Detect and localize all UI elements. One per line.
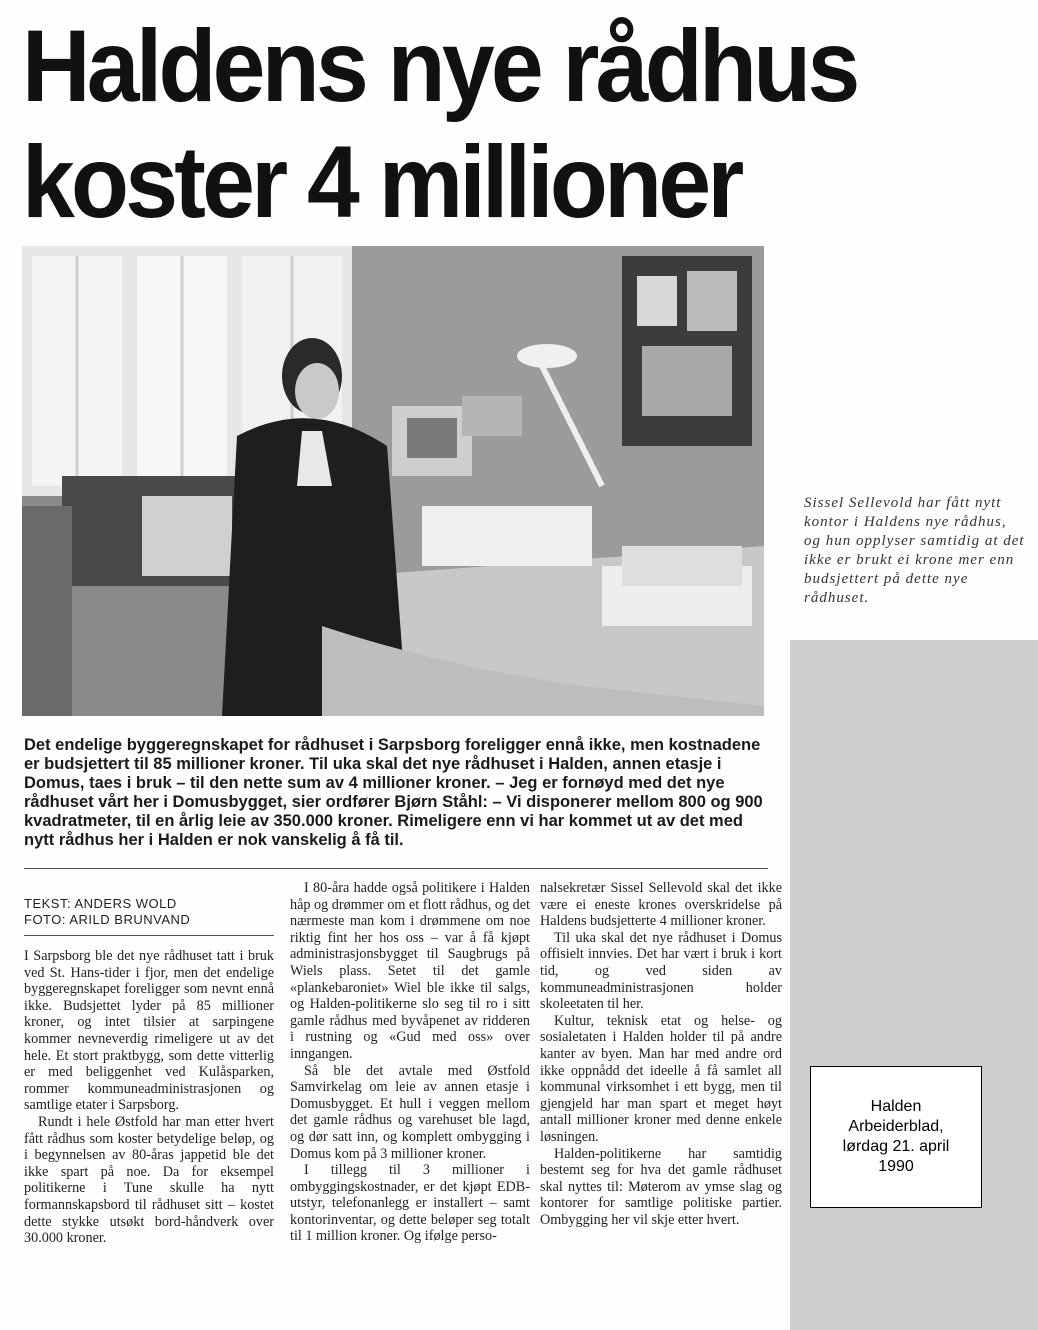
divider (24, 868, 768, 869)
headline: Haldens nye rådhus koster 4 millioner (22, 9, 857, 239)
lead-paragraph: Det endelige byggeregnskapet for rådhuset i Sarpsborg foreligger ennå ikke, men kostnadene er budsjettert til 85 millioner kroner. Til uka skal det nye rådhuset i Halden, annen etasje i Domus, taes i bruk – til den nette sum av 4 millioner kroner. – Jeg er fornøyd med det nye rådhuset vårt her i Domusbygget, sier ordfører Bjørn Ståhl: – Vi disponerer mellom 800 og 900 kvadratmeter, til en årlig leie av 350.000 kroner. Rimeligere enn vi har kommet ut av det med nytt rådhus her i Halden er nok vanskelig å få til. (24, 736, 763, 849)
credit-photo: FOTO: ARILD BRUNVAND (24, 912, 191, 927)
source-label: Halden Arbeiderblad, lørdag 21. april 1990 (842, 1098, 950, 1175)
paragraph: I 80-åra hadde også politikere i Halden håp og drømmer om et flott rådhus, og det nærmeste man kom i drømmene om noe riktig fint her hos oss – var å få kjøpt administrasjonsbygget til Saugbrugs på Wiels plass. Setet til det gamle «plankebaroniet» Wiel ble ikke til salgs, og Halden-politikerne slo seg til ro i sitt gamle rådhus med byvåpenet av ridderen i rustning og «Gud med oss» over inngangen. (290, 880, 530, 1062)
office-photo (22, 246, 764, 716)
byline (24, 896, 274, 928)
grey-margin (790, 640, 1038, 1330)
column-1 (24, 948, 274, 1247)
paragraph: nalsekretær Sissel Sellevold skal det ikke være ei eneste krones overskridelse på Haldens budsjetterte 4 millioner kroner. (540, 880, 782, 930)
paragraph: I Sarpsborg ble det nye rådhuset tatt i bruk ved St. Hans-tider i fjor, men det endelige byggeregnskapet foreligger som nevnt ennå ikke. Budsjettet lyder på 85 millioner kroner, og intet tilsier at sarpingene kommer nevneverdig rimeligere ut av det hele. Et stort praktbygg, som dette vitterlig er med beliggenhet ved Kulåsparken, rommer kommuneadministrasjonen og samtlige etater i Sarpsborg. (24, 948, 274, 1114)
paragraph: I tillegg til 3 millioner i ombyggingskostnader, er det kjøpt EDB-utstyr, telefonanlegg er installert – samt kontorinventar, og dette beløper seg totalt til 1 million kroner. Og ifølge perso- (290, 1162, 530, 1245)
paragraph: Så ble det avtale med Østfold Samvirkelag om leie av annen etasje i Domusbygget. Et hull i veggen mellom det gamle rådhus og varehuset ble lagd, og dør satt inn, og komplett ombygging i Domus kom på 3 millioner kroner. (290, 1062, 530, 1162)
column-3 (540, 880, 782, 1228)
credit-text: TEKST: ANDERS WOLD (24, 896, 177, 911)
photo-caption: Sissel Sellevold har fått nytt kontor i Haldens nye rådhus, og hun opplyser samtidig at det ikke er brukt ei krone mer enn budsjettert på dette nye rådhuset. (804, 495, 1025, 606)
column-2 (290, 880, 530, 1245)
source-label-box (810, 1066, 982, 1208)
paragraph: Til uka skal det nye rådhuset i Domus offisielt innvies. Det har vært i bruk i kort tid, og ved siden av kommuneadministrasjonen holder skoleetaten til her. (540, 929, 782, 1013)
byline-rule (24, 935, 274, 936)
paragraph: Halden-politikerne har samtidig bestemt seg for hva det gamle rådhuset skal nyttes til: Møterom av ymse slag og kontorer for samtlige politiske partier. Ombygging her vil skje etter hvert. (540, 1145, 782, 1228)
paragraph: Rundt i hele Østfold har man etter hvert fått rådhus som koster betydelige beløp, og i begynnelsen av 80-åras jappetid ble det ikke spart på noe. Da for eksempel politikerne i Tune skulle ha nytt formannskapsbord til rådhuset sitt – kostet dette stykke utsøkt bord-håndverk over 30.000 kroner. (24, 1113, 274, 1247)
paragraph: Kultur, teknisk etat og helse- og sosialetaten i Halden holder til på andre kanter av byen. Man har med andre ord ikke oppnådd det ideelle å få samlet all kommunal virksomhet i ett bygg, men til gjengjeld har man spart et meget høyt antall millioner kroner med denne enkele løsningen. (540, 1012, 782, 1145)
